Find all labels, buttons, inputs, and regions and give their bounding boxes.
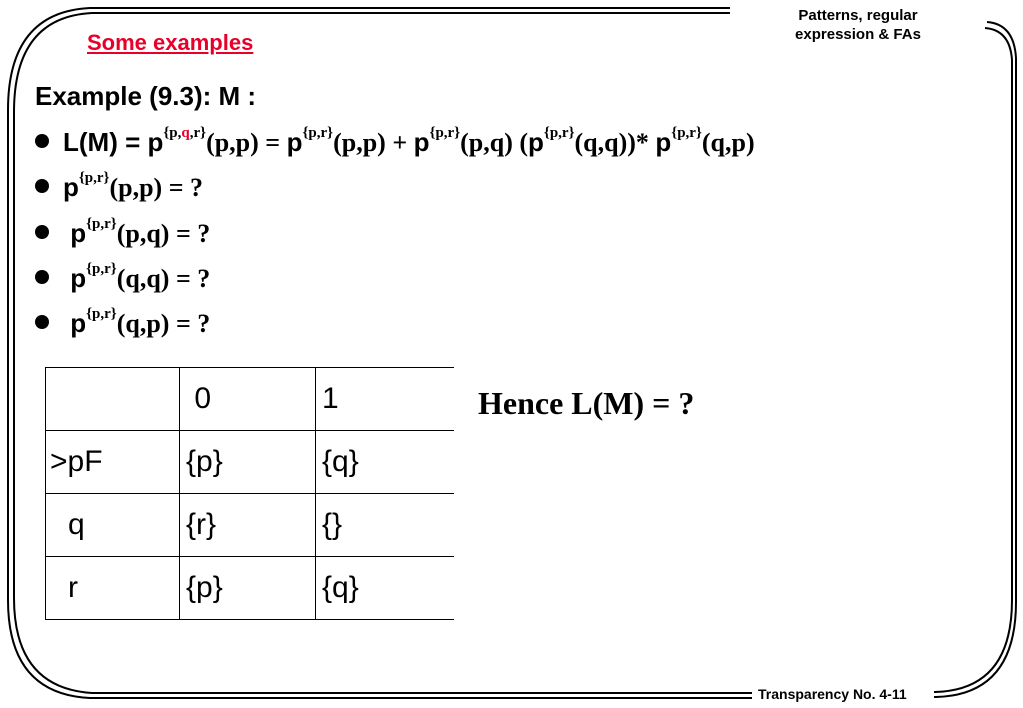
table-cell: {r} — [180, 494, 316, 557]
header-line-2: expression & FAs — [795, 26, 921, 43]
table-cell: 0 — [180, 368, 316, 431]
table-header-row — [46, 368, 455, 431]
bullet-icon — [35, 225, 49, 239]
bullet-icon — [35, 134, 49, 148]
table-cell: {p} — [180, 557, 316, 620]
bullet-pq: $p^{\{p,r\}}(p,q)$ = ? — [35, 218, 210, 249]
footer-transparency-number: Transparency No. 4-11 — [752, 686, 913, 702]
transition-table — [45, 367, 454, 620]
bullet-lm: $L(M) = p^{\{p,q,r\}}(p,p) = p^{\{p,r\}}(p,p) + p^{\{p,r\}}(p,q)$ $(p^{\{p,r\}}(q,q))*$ $p^{\{p,r\}}(q,p)$ — [35, 127, 755, 158]
table-row — [46, 494, 455, 557]
header-subject — [763, 6, 953, 44]
table-cell: {q} — [316, 557, 455, 620]
example-heading: Example (9.3): M : — [35, 81, 257, 111]
table-cell: {} — [316, 494, 455, 557]
bullet-qp: $p^{\{p,r\}}(q,p)$ = ? — [35, 308, 210, 339]
table-cell: {p} — [180, 431, 316, 494]
bullet-qq: $p^{\{p,r\}}(q,q)$ = ? — [35, 263, 210, 294]
table-cell: q — [46, 494, 180, 557]
table-row — [46, 431, 455, 494]
bullet-icon — [35, 315, 49, 329]
table-cell: 1 — [316, 368, 455, 431]
table-row — [46, 557, 455, 620]
bullet-icon — [35, 270, 49, 284]
table-cell: >pF — [46, 431, 180, 494]
header-line-1: Patterns, regular — [798, 7, 918, 24]
table-cell: r — [46, 557, 180, 620]
bullet-icon — [35, 179, 49, 193]
table-cell — [46, 368, 180, 431]
hence-question: Hence L(M) = ? — [478, 385, 695, 421]
table-cell: {q} — [316, 431, 455, 494]
slide-title: Some examples — [87, 30, 254, 55]
bullet-pp: $p^{\{p,r\}}(p,p)$ = ? — [35, 172, 203, 203]
